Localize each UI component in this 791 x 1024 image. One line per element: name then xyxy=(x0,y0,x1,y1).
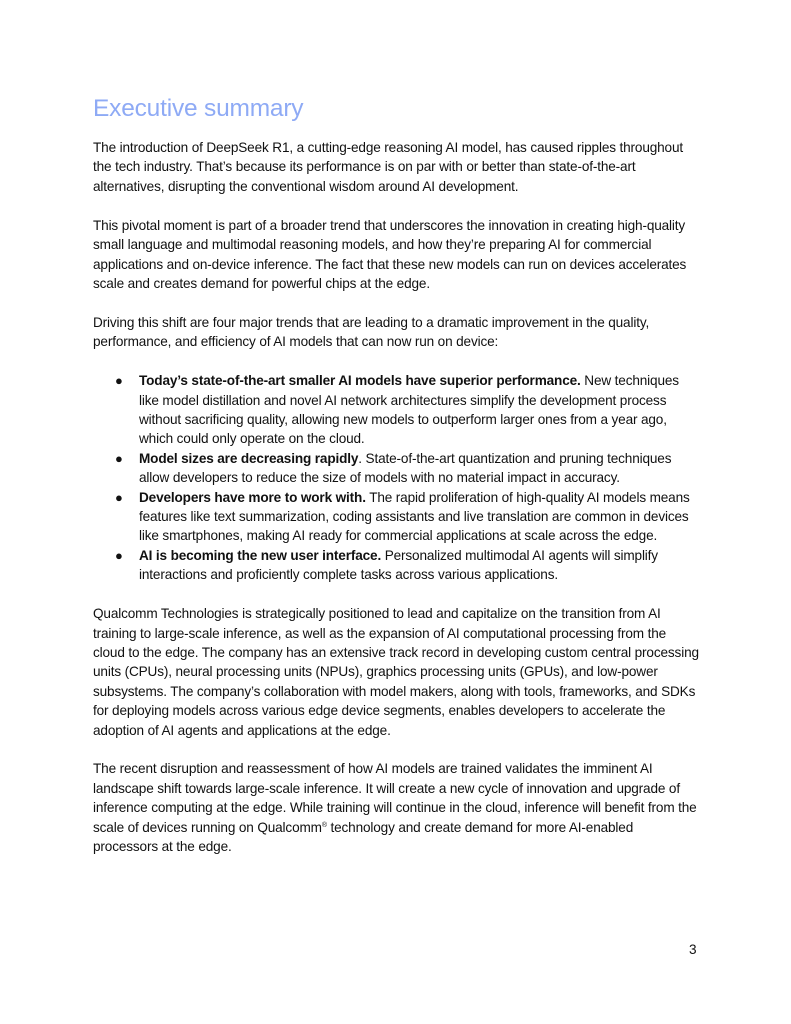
conclusion-text-start: The recent disruption and reassessment of how AI models are trained validates the imminent AI landscape shift towards large-scale inference. It will create a new cycle of innovation and upgrade of inference computing at the edge. While training will continue in the cloud, inference will benefit from the scale of devices running on Qualcomm xyxy=(93,761,697,835)
registered-mark: ® xyxy=(321,821,327,829)
paragraph-conclusion xyxy=(93,759,699,856)
section-heading: Executive summary xyxy=(93,95,304,122)
paragraph-intro: The introduction of DeepSeek R1, a cutting-edge reasoning AI model, has caused ripples throughout the tech industry. That’s because its performance is on par with or better than state-of-the-art alternatives, disrupting the conventional wisdom around AI development. xyxy=(93,140,684,194)
list-item xyxy=(115,546,699,585)
bullet-text: The rapid proliferation of high-quality AI models means features like text summarization, coding assistants and live translation are common in devices like smartphones, making AI ready for commercial applications at scale across the edge. xyxy=(139,489,690,544)
bullet-icon: ● xyxy=(115,489,123,505)
paragraph-pivotal-moment: This pivotal moment is part of a broader trend that underscores the innovation in creating high-quality small language and multimodal reasoning models, and how they’re preparing AI for commercial applications and on-device inference. The fact that these new models can run on devices accelerates scale and creates demand for powerful chips at the edge. xyxy=(93,217,687,291)
list-item xyxy=(115,371,699,449)
conclusion-text-end: technology and create demand for more AI-enabled processors at the edge. xyxy=(93,819,634,855)
bullet-bold-lead: AI is becoming the new user interface. xyxy=(139,547,382,563)
bullet-icon: ● xyxy=(115,373,123,389)
list-item xyxy=(115,488,699,546)
paragraph-qualcomm-position: Qualcomm Technologies is strategically positioned to lead and capitalize on the transition from AI training to large-scale inference, as well as the expansion of AI computational processing from the cloud to the edge. The company has an extensive track record in developing custom central processing units (CPUs), neural processing units (NPUs), graphics processing units (GPUs), and low-power subsystems. The company’s collaboration with model makers, along with tools, frameworks, and SDKs for deploying models across various edge device segments, enables developers to accelerate the adoption of AI agents and applications at the edge. xyxy=(93,606,699,738)
paragraph-trends-intro: Driving this shift are four major trends that are leading to a dramatic improvement in the quality, performance, and efficiency of AI models that can now run on device: xyxy=(93,314,650,350)
page-number: 3 xyxy=(689,942,697,957)
bullet-icon: ● xyxy=(115,547,123,563)
bullet-bold-lead: Today’s state-of-the-art smaller AI models have superior performance. xyxy=(139,373,581,389)
bullet-icon: ● xyxy=(115,450,123,466)
bullet-text: Personalized multimodal AI agents will simplify interactions and proficiently complete tasks across various applications. xyxy=(139,547,658,583)
list-item xyxy=(115,449,699,488)
trend-bullet-list xyxy=(93,371,699,584)
bullet-text: New techniques like model distillation and novel AI network architectures simplify the development process without sacrificing quality, allowing new models to outperform larger ones from a year ago, which could only operate on the cloud. xyxy=(139,373,679,447)
bullet-bold-lead: Model sizes are decreasing rapidly xyxy=(139,450,359,466)
bullet-bold-lead: Developers have more to work with. xyxy=(139,489,366,505)
document-page xyxy=(93,92,699,876)
bullet-text: . State-of-the-art quantization and pruning techniques allow developers to reduce the size of models with no material impact in accuracy. xyxy=(139,450,672,486)
